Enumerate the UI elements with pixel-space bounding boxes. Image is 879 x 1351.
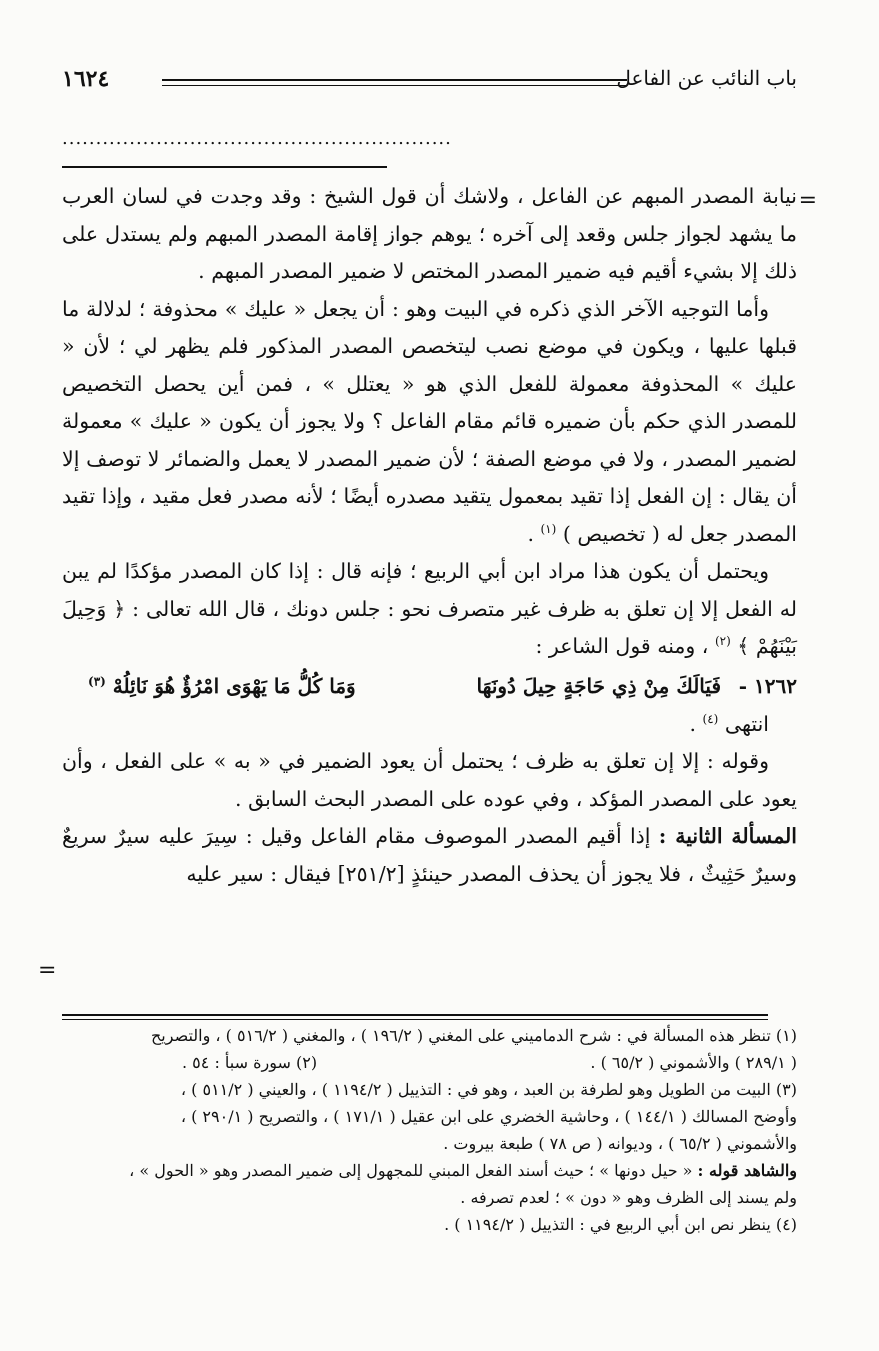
paragraph: نيابة المصدر المبهم عن الفاعل ، ولاشك أن قول الشيخ : وقد وجدت في لسان العرب ما يشهد لجواز جلس وقعد إلى آخره ؛ يوهم جواز إقامة المصدر المبهم ولم يستدل على ذلك إلا بشيء أقيم فيه ضمير المصدر المختص لا ضمير المصدر المبهم .	[62, 184, 797, 283]
page-number: ١٦٢٤	[62, 66, 110, 92]
footnote-ref: (٣)	[88, 673, 106, 688]
paragraph-text: انتهى	[724, 711, 769, 736]
footnote-ref: (١)	[540, 521, 557, 536]
footnote-rule-thin	[62, 1019, 768, 1020]
continuation-mark-start: =	[798, 188, 817, 213]
footnote-rule	[62, 1014, 768, 1016]
paragraph: وقوله : إلا إن تعلق به ظرف ؛ يحتمل أن يعود الضمير في « به » على الفعل ، وأن يعود على المصدر المؤكد ، وفي عوده على المصدر البحث السابق .	[62, 749, 797, 811]
verse-first-hemistich: فَيَالَكَ مِنْ ذِي حَاجَةٍ حِيلَ دُونَهَا	[476, 673, 721, 698]
footnote-line: (٢) سورة سبأ : ٥٤ .	[182, 1053, 318, 1072]
footnote-line: (١) تنظر هذه المسألة في : شرح الدماميني على المغني ( ١٩٦/٢ ) ، والمغني ( ٥١٦/٢ ) ، والتصريح	[150, 1026, 797, 1045]
footnote-row	[62, 1049, 797, 1076]
paragraph-end: .	[689, 711, 703, 736]
paragraph	[62, 706, 797, 744]
book-page	[38, 0, 817, 1351]
chapter-title: باب النائب عن الفاعل	[616, 66, 797, 90]
footnotes	[62, 1022, 797, 1238]
paragraph-end: ، ومنه قول الشاعر :	[535, 634, 715, 658]
footnote-ref: (٢)	[714, 634, 731, 649]
header-rule-thin	[162, 85, 627, 86]
footnote-line: ( ٢٨٩/١ ) والأشموني ( ٦٥/٢ ) .	[590, 1053, 797, 1072]
footnote-text: « حيل دونها » ؛ حيث أسند الفعل المبني للمجهول إلى ضمير المصدر وهو « الحول » ،	[129, 1161, 698, 1180]
verse-number: ١٢٦٢ -	[738, 673, 797, 698]
footnote-line: (٣) البيت من الطويل وهو لطرفة بن العبد ، وهو في : التذييل ( ١١٩٤/٢ ) ، والعيني ( ٥١١/٢ ) ،	[180, 1080, 797, 1099]
verse-second-text: وَمَا كُلُّ مَا يَهْوَى امْرُؤٌ هُوَ نَائِلُهْ	[112, 673, 356, 698]
poetry-verse	[62, 668, 797, 706]
section-heading: المسألة الثانية :	[658, 824, 797, 848]
paragraph	[62, 291, 797, 554]
paragraph-text: ويحتمل أن يكون هذا مراد ابن أبي الربيع ؛ فإنه قال : إذا كان المصدر مؤكدًا لم يبن له الفعل إلا إن تعلق به ظرف غير متصرف نحو : جلس دونك ، قال الله تعالى : ﴿ وَحِيلَ بَيْنَهُمْ ﴾	[62, 559, 797, 658]
continuation-mark-end: =	[38, 958, 57, 983]
paragraph	[62, 818, 797, 893]
main-text	[62, 178, 797, 893]
footnote-line: والأشموني ( ٦٥/٢ ) ، وديوانه ( ص ٧٨ ) طبعة بيروت .	[443, 1134, 797, 1153]
dotted-separator: ..........................................................	[62, 128, 452, 149]
verse-second-hemistich	[88, 668, 356, 706]
continuation-rule	[62, 166, 387, 168]
footnote-heading: والشاهد قوله :	[697, 1161, 797, 1180]
footnote-line: (٤) ينظر نص ابن أبي الربيع في : التذييل ( ١١٩٤/٢ ) .	[444, 1215, 797, 1234]
header-rule	[162, 79, 627, 81]
footnote-line: وأوضح المسالك ( ١٤٤/١ ) ، وحاشية الخضري على ابن عقيل ( ١٧١/١ ) ، والتصريح ( ٢٩٠/١ ) ،	[180, 1107, 797, 1126]
paragraph-end: .	[527, 521, 541, 546]
paragraph	[62, 553, 797, 666]
footnote-ref: (٤)	[702, 711, 719, 726]
page-header	[62, 66, 797, 102]
footnote-line	[62, 1157, 797, 1184]
paragraph-text: إذا أقيم المصدر الموصوف مقام الفاعل وقيل : سِيرَ عليه سيرٌ سريعٌ وسيرٌ حَثِيثٌ ، فلا يجوز أن يحذف المصدر حينئذٍ [٢٥١/٢] فيقال : سير عليه	[62, 824, 797, 886]
footnote-line: ولم يسند إلى الظرف وهو « دون » ؛ لعدم تصرفه .	[460, 1188, 797, 1207]
paragraph-text: وأما التوجيه الآخر الذي ذكره في البيت وهو : أن يجعل « عليك » محذوفة ؛ لدلالة ما قبلها عليها ، ويكون في موضع نصب ليتخصص المصدر المذكور فلم يظهر لي ؛ لأن « عليك » المحذوفة معمولة للفعل الذي هو « يعتلل » ، فمن أين يحصل التخصيص للمصدر الذي حكم بأن ضميره قائم مقام الفاعل ؟ ولا يجوز أن يكون « عليك » معمولة لضمير المصدر ، ولا في موضع الصفة ؛ لأن ضمير المصدر لا يعمل والضمائر لا توصف إلا أن يقال : إن الفعل إذا تقيد بمعمول يتقيد مصدره أيضًا ؛ لأنه مصدر فعل مقيد ، وإذا تقيد المصدر جعل له ( تخصيص )	[62, 296, 797, 546]
